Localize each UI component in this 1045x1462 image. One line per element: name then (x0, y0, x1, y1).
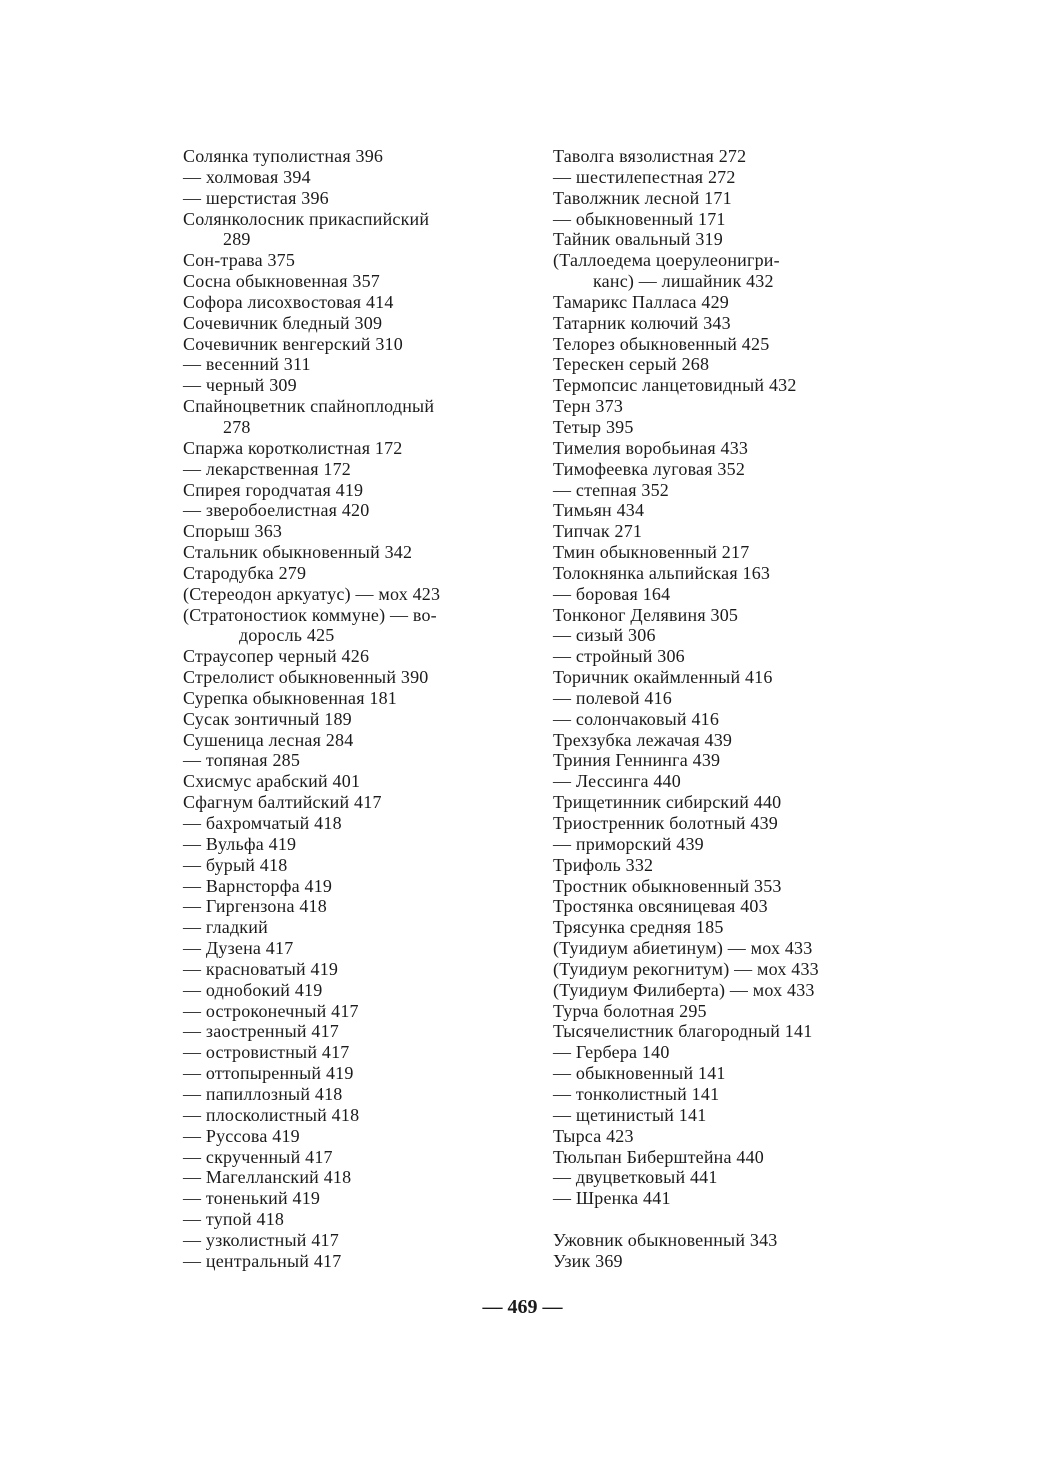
index-entry: — плосколистный 418 (183, 1104, 360, 1125)
index-entry: Сушеница лесная 284 (183, 729, 354, 750)
index-entry-continuation: канс) — лишайник 432 (593, 271, 774, 292)
index-entry: Солянка туполистная 396 (183, 146, 384, 166)
index-entry: — двуцветковый 441 (553, 1167, 718, 1188)
index-entry: (Таллоедема цоерулеонигри- (553, 250, 780, 271)
index-entry: (Туидиум Филиберта) — мох 433 (553, 979, 815, 1000)
index-entry: — бурый 418 (183, 854, 288, 875)
index-entry: — Руссова 419 (183, 1125, 300, 1146)
index-entry: Сосна обыкновенная 357 (183, 271, 381, 292)
index-entry: Трищетинник сибирский 440 (553, 792, 782, 813)
index-entry: Тамарикс Палласа 429 (553, 291, 730, 312)
index-entry-continuation: 278 (223, 416, 251, 437)
left-index-column (183, 146, 538, 1272)
index-entry: Софора лисохвостовая 414 (183, 291, 394, 312)
index-entry: — Гиргензона 418 (183, 896, 327, 917)
index-entry: — Лессинга 440 (553, 771, 681, 792)
index-entry-continuation: доросль 425 (239, 625, 335, 646)
index-entry-continuation: 289 (223, 229, 251, 250)
index-entry: Сусак зонтичный 189 (183, 708, 352, 729)
index-entry: Сочевичник венгерский 310 (183, 333, 403, 354)
index-entry: (Стереодон аркуатус) — мох 423 (183, 583, 441, 604)
index-entry: — лекарственная 172 (183, 458, 352, 479)
index-entry: Терн 373 (553, 396, 624, 417)
index-entry: — солончаковый 416 (553, 708, 720, 729)
index-entry: — зверобоелистная 420 (183, 500, 370, 521)
right-index-column (553, 146, 918, 1272)
index-entry: Тимьян 434 (553, 500, 645, 521)
index-entry: — узколистный 417 (183, 1229, 339, 1250)
index-entry: Спорыш 363 (183, 521, 283, 542)
index-entry: — обыкновенный 141 (553, 1063, 726, 1084)
index-entry: Тюльпан Биберштейна 440 (553, 1146, 764, 1167)
index-entry: — весенний 311 (183, 354, 311, 375)
index-entry: — Вульфа 419 (183, 833, 297, 854)
index-entry: Тырса 423 (553, 1125, 634, 1146)
index-entry: — стройный 306 (553, 646, 685, 667)
index-entry: — полевой 416 (553, 687, 672, 708)
index-entry: — Варнсторфа 419 (183, 875, 333, 896)
index-entry: — остроконечный 417 (183, 1000, 359, 1021)
index-entry: Тонконог Делявиня 305 (553, 604, 739, 625)
index-entry: — Шренка 441 (553, 1188, 671, 1209)
page-number: — 469 — (482, 1296, 563, 1318)
index-entry: Спайноцветник спайноплодный (183, 396, 435, 417)
index-entry: — бахромчатый 418 (183, 813, 342, 833)
index-entry: Спаржа коротколистная 172 (183, 437, 403, 458)
index-entry: — Гербера 140 (553, 1042, 670, 1063)
index-entry: — шерстистая 396 (183, 187, 329, 208)
index-entry: Таволжник лесной 171 (553, 187, 732, 208)
index-entry: — шестилепестная 272 (553, 166, 736, 187)
index-entry: — степная 352 (553, 479, 669, 500)
index-entry: — черный 309 (183, 375, 297, 396)
index-entry: — Дузена 417 (183, 938, 294, 959)
index-entry: (Туидиум рекогнитум) — мох 433 (553, 958, 819, 979)
index-entry: (Стратоностиок коммуне) — во- (183, 604, 437, 625)
index-entry: Телорез обыкновенный 425 (553, 333, 770, 354)
index-entry: Спирея городчатая 419 (183, 479, 364, 500)
index-entry: Тайник овальный 319 (553, 229, 723, 250)
index-entry: Триния Геннинга 439 (553, 750, 721, 771)
index-entry: — приморский 439 (553, 833, 704, 854)
index-entry: Сон-трава 375 (183, 250, 296, 271)
index-entry: Тимофеевка луговая 352 (553, 458, 746, 479)
index-entry: — щетинистый 141 (553, 1104, 707, 1125)
index-entry: Трехзубка лежачая 439 (553, 729, 733, 750)
index-entry: — красноватый 419 (183, 958, 339, 979)
index-entry: Трифоль 332 (553, 854, 654, 875)
index-entry: — скрученный 417 (183, 1146, 333, 1167)
index-entry: Триостренник болотный 439 (553, 813, 778, 833)
index-entry: — боровая 164 (553, 583, 671, 604)
index-entry: Сурепка обыкновенная 181 (183, 687, 397, 708)
index-entry: Таволга вязолистная 272 (553, 146, 747, 166)
index-entry: Стародубка 279 (183, 562, 307, 583)
index-entry: — оттопыренный 419 (183, 1063, 354, 1084)
index-entry: — гладкий (183, 917, 268, 938)
index-entry: Стрелолист обыкновенный 390 (183, 667, 429, 688)
index-entry: Стальник обыкновенный 342 (183, 542, 413, 563)
index-entry: Торичник окаймленный 416 (553, 667, 773, 688)
index-entry: — холмовая 394 (183, 166, 311, 187)
index-entry: — центральный 417 (183, 1250, 342, 1271)
index-entry: Термопсис ланцетовидный 432 (553, 375, 797, 396)
index-entry: Сочевичник бледный 309 (183, 312, 383, 333)
index-entry: Тетыр 395 (553, 416, 634, 437)
index-entry: — топяная 285 (183, 750, 301, 771)
index-entry: — тупой 418 (183, 1209, 285, 1230)
index-entry: — обыкновенный 171 (553, 208, 726, 229)
index-entry: Тростник обыкновенный 353 (553, 875, 782, 896)
index-entry: Трясунка средняя 185 (553, 917, 724, 938)
index-entry: Схисмус арабский 401 (183, 771, 361, 792)
index-entry: Терескен серый 268 (553, 354, 710, 375)
index-entry: (Туидиум абиетинум) — мох 433 (553, 938, 813, 959)
index-entry: Турча болотная 295 (553, 1000, 707, 1021)
index-entry: Страусопер черный 426 (183, 646, 370, 667)
index-entry: — папиллозный 418 (183, 1083, 343, 1104)
index-entry: Сфагнум балтийский 417 (183, 792, 382, 813)
index-entry: Узик 369 (553, 1250, 623, 1271)
index-entry: Тмин обыкновенный 217 (553, 542, 750, 563)
index-entry: Тысячелистник благородный 141 (553, 1021, 813, 1042)
index-entry: Тростянка овсяницевая 403 (553, 896, 768, 917)
index-entry: — тоненький 419 (183, 1188, 321, 1209)
index-entry: Тимелия воробьиная 433 (553, 437, 749, 458)
index-entry: Толокнянка альпийская 163 (553, 562, 771, 583)
index-entry: Татарник колючий 343 (553, 312, 731, 333)
index-entry: Ужовник обыкновенный 343 (553, 1229, 778, 1250)
index-entry: — заостренный 417 (183, 1021, 340, 1042)
index-entry: — островистный 417 (183, 1042, 350, 1063)
index-entry: — тонколистный 141 (553, 1083, 720, 1104)
index-entry: — Магелланский 418 (183, 1167, 352, 1188)
index-entry: Типчак 271 (553, 521, 643, 542)
index-entry: — однобокий 419 (183, 979, 323, 1000)
index-entry: — сизый 306 (553, 625, 656, 646)
index-entry: Солянколосник прикаспийский (183, 208, 430, 229)
